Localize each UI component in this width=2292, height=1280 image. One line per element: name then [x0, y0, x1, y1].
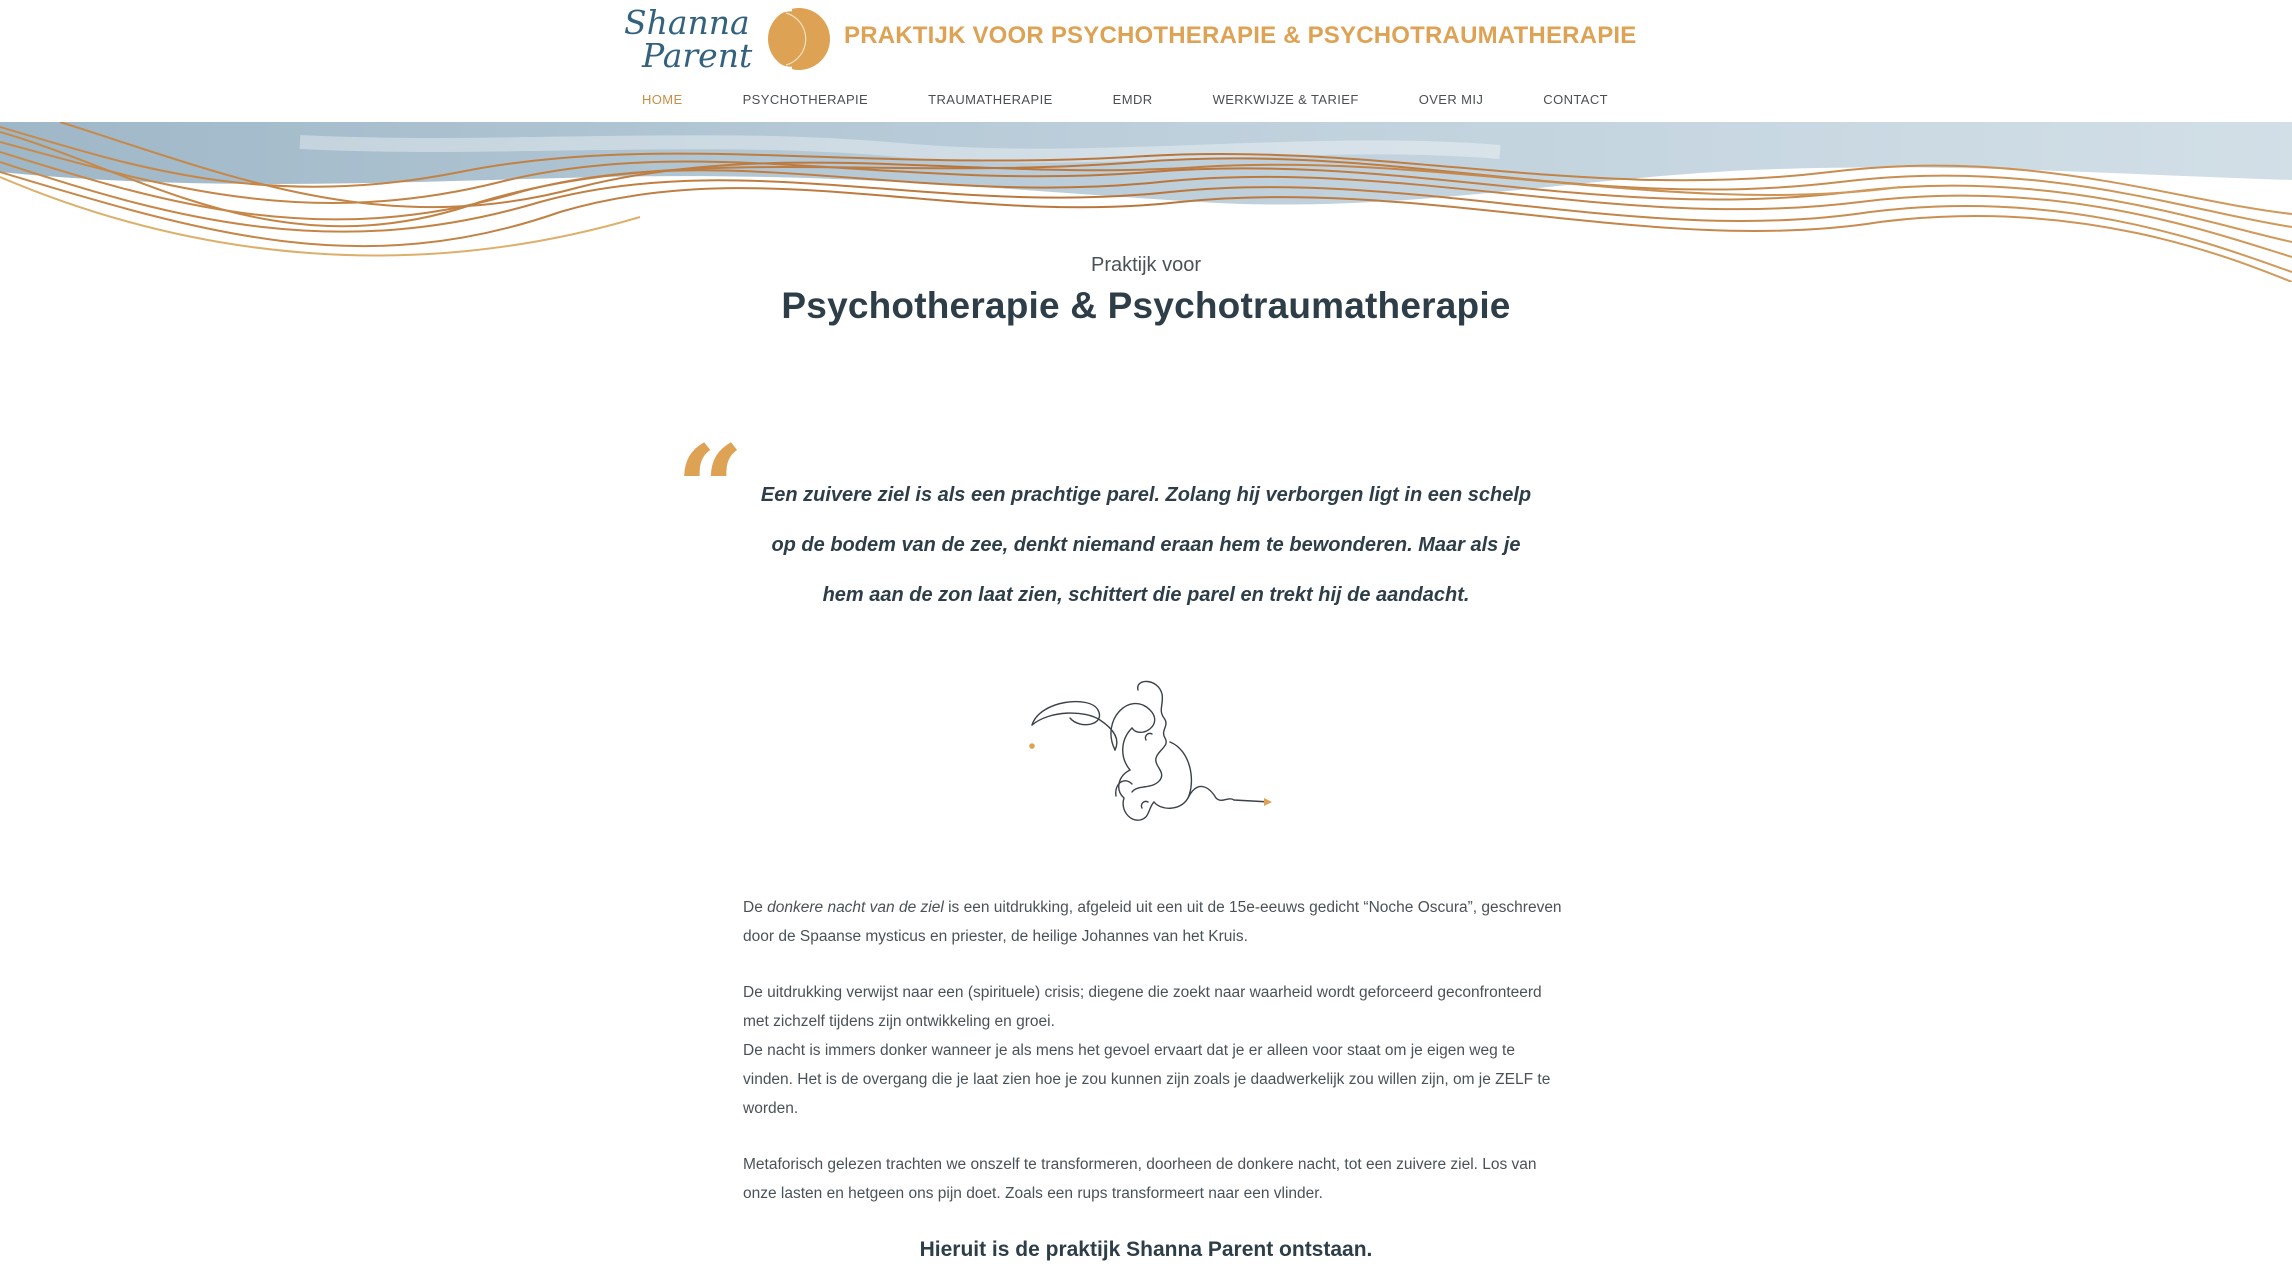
nav-item-werkwijze-tarief[interactable]: WERKWIJZE & TARIEF: [1212, 92, 1359, 107]
logo-line-2: Parent: [642, 36, 753, 75]
body-text: [743, 893, 1563, 1235]
logo-line-1: Shanna: [624, 3, 750, 42]
line-art-faces-illustration: [1020, 680, 1280, 840]
nav-item-psychotherapie[interactable]: PSYCHOTHERAPIE: [742, 92, 869, 107]
hero: [0, 254, 2292, 327]
nav-item-contact[interactable]: CONTACT: [1543, 92, 1608, 107]
hero-pretitle: Praktijk voor: [1090, 254, 1202, 276]
site-header: [0, 0, 2292, 79]
logo[interactable]: [620, 0, 1637, 78]
logo-script: [624, 3, 753, 75]
quote-line-2: op de bodem van de zee, denkt niemand eraan hem te bewonderen. Maar als je: [771, 534, 1521, 556]
quote-line-1: Een zuivere ziel is als een prachtige parel. Zolang hij verborgen ligt in een schelp: [760, 484, 1532, 506]
moon-logo-icon: [762, 4, 832, 74]
paragraph-1-start: De: [743, 899, 768, 916]
paragraph-1: [743, 893, 1563, 951]
paragraph-2b: De nacht is immers donker wanneer je als mens het gevoel ervaart dat je er alleen voor staat om je eigen weg te vinden. Het is de overgang die je laat zien hoe je zou kunnen zijn zoals je daadwerkelijk zou willen zijn, om je ZELF te worden.: [743, 1042, 1551, 1117]
logo-tagline: PRAKTIJK VOOR PSYCHOTHERAPIE & PSYCHOTRAUMATHERAPIE: [844, 22, 1637, 49]
quote-mark-icon: “: [676, 419, 744, 558]
nav-item-traumatherapie[interactable]: TRAUMATHERAPIE: [928, 92, 1053, 107]
closing-statement: Hieruit is de praktijk Shanna Parent ontstaan.: [919, 1238, 1373, 1261]
paragraph-2a: De uitdrukking verwijst naar een (spirituele) crisis; diegene die zoekt naar waarheid wordt geforceerd geconfronteerd met zichzelf tijdens zijn ontwikkeling en groei.: [743, 984, 1542, 1030]
nav-item-home[interactable]: HOME: [642, 92, 683, 107]
quote-line-3: hem aan de zon laat zien, schittert die parel en trekt hij de aandacht.: [822, 584, 1470, 606]
main-navigation: [0, 78, 2292, 122]
paragraph-1-emphasis: donkere nacht van de ziel: [767, 899, 944, 916]
blockquote: [736, 470, 1556, 620]
paragraph-1-end: is een uitdrukking, afgeleid uit een uit de 15e-eeuws gedicht “Noche Oscura”, geschreven door de Spaanse mysticus en priester, de heilige Johannes van het Kruis.: [743, 899, 1562, 945]
nav-item-emdr[interactable]: EMDR: [1112, 92, 1153, 107]
hero-title: Psychotherapie & Psychotraumatherapie: [781, 285, 1511, 326]
paragraph-3: Metaforisch gelezen trachten we onszelf te transformeren, doorheen de donkere nacht, tot een zuivere ziel. Los van onze lasten en hetgeen ons pijn doet. Zoals een rups transformeert naar een vlinder.: [743, 1156, 1537, 1202]
nav-item-over-mij[interactable]: OVER MIJ: [1418, 92, 1484, 107]
